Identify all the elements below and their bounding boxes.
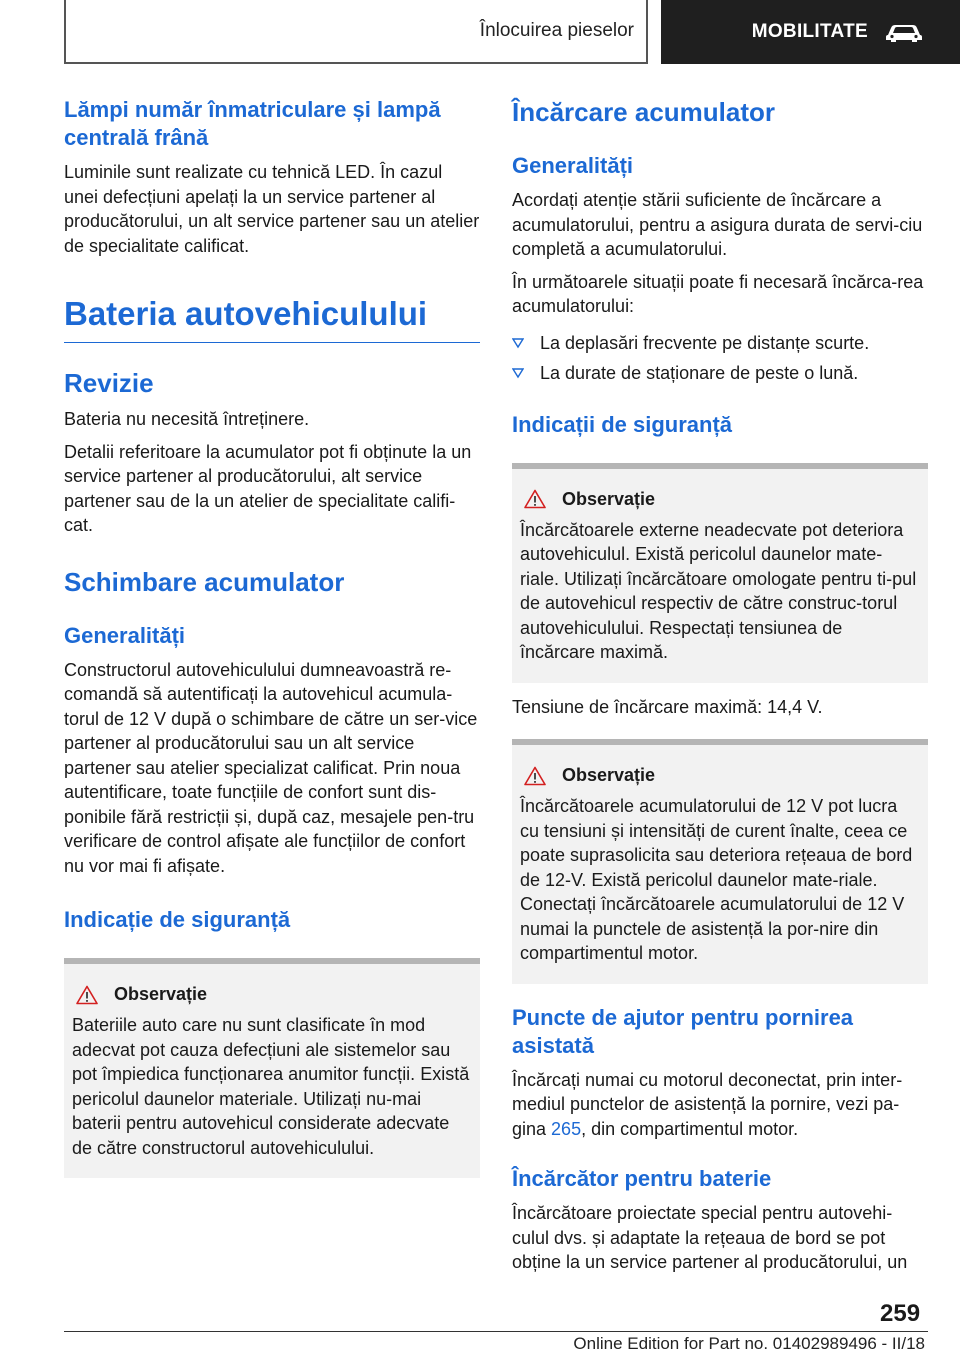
list-item (512, 331, 928, 355)
notice-title: Observație (562, 765, 656, 785)
notice-header (520, 489, 920, 510)
left-column (64, 96, 480, 1178)
header-chapter-title: MOBILITATE (751, 21, 868, 42)
header-chapter (661, 0, 960, 64)
notice-text: Încărcătoarele acumulatorului de 12 V pot lucra cu tensiuni și intensități de curent înalte, ceea ce poate suprasolicita sau deteriora rețeaua de bord de 12-V. Există pericolul daunelor mate-riale. Conectați încărcătoarele acumulatorului de 12 V numai la punctele de asistență la por-nire din compartimentul motor. (520, 796, 913, 963)
notice-header (72, 984, 472, 1005)
triangle-bullet-icon (512, 337, 524, 349)
header-section-title: Înlocuirea pieselor (479, 20, 634, 41)
notice-header (520, 765, 920, 786)
header-section (64, 0, 648, 64)
list-item (512, 361, 928, 385)
siguranta-title-right: Indicații de siguranță (512, 411, 733, 437)
battery-title: Bateria autovehiculului (64, 294, 480, 343)
notice-text: Bateriile auto care nu sunt clasificate în mod adecvat pot cauza defecțiuni ale sistemelor sau pot împiedica funcționarea anumitor funcții. Există pericolul daunelor materiale. Utilizați nu-mai baterii pentru autovehicul considerate adecvate de către constructorul autovehiculului. (72, 1015, 470, 1158)
right-column (512, 96, 928, 1283)
notice-box-1 (512, 463, 928, 683)
siguranta-title-left: Indicație de siguranță (64, 907, 291, 932)
tensiune-text: Tensiune de încărcare maximă: 14,4 V. (512, 696, 823, 717)
revizie-text-2: Detalii referitoare la acumulator pot fi obținute la un service partener al producătorului, alt service partener sau de la un atelier de specialitate califi-cat. (64, 441, 472, 535)
notice-box (64, 958, 480, 1178)
list-item-text: La durate de staționare de peste o lună. (540, 362, 859, 383)
incarcare-title: Încărcare acumulator (512, 97, 776, 127)
generalitati-title-right: Generalități (512, 153, 634, 178)
notice-text: Încărcătoarele externe neadecvate pot deteriora autovehiculul. Există pericolul daunelor mate-riale. Utilizați încărcătoare omologate pentru ti-pul de autovehicul respectiv de către construc-torul autovehiculului. Respectați tensiunea de încărcare maximă. (520, 519, 917, 662)
schimbare-title: Schimbare acumulator (64, 566, 345, 597)
situations-list (512, 331, 928, 385)
car-icon (884, 21, 924, 43)
generalitati-text-left: Constructorul autovehiculului dumneavoastră re-comandă să autentificați la autovehicul acumula-torul de 12 V după o schimbare de către un ser-vice partener al producătorului sau un alt service partener sau atelier specializat calificat. Prin noua autentificare, toate funcțiile de confort sunt dis-ponibile fără restricții și, după caz, mesajele pen-tru verificare de control afișate ale funcțiilor de confort nu vor mai fi afișate. (64, 659, 478, 876)
incarcator-title: Încărcător pentru baterie (512, 1166, 772, 1191)
notice-title: Observație (562, 488, 656, 509)
triangle-bullet-icon (512, 367, 524, 379)
footer-edition: Online Edition for Part no. 01402989496 - II/18 (573, 1334, 925, 1353)
lamp-text: Luminile sunt realizate cu tehnică LED. În cazul unei defecțiuni apelați la un service partener al producătorului, un alt service partener sau un atelier de specialitate calificat. (64, 162, 480, 256)
generalitati-title-left: Generalități (64, 622, 186, 648)
notice-title: Observație (114, 984, 208, 1004)
warning-icon (76, 985, 98, 1005)
notice-box-2 (512, 739, 928, 984)
page-number: 259 (880, 1300, 921, 1327)
revizie-text-1: Bateria nu necesită întreținere. (64, 409, 310, 429)
puncte-title: Puncte de ajutor pentru pornirea asistată (512, 1004, 854, 1058)
incarcator-text: Încărcătoare proiectate special pentru autovehi-culul dvs. și adaptate la rețeaua de bord se pot obține la un service partener al producătorului, un (512, 1203, 908, 1272)
generalitati-text-right-1: Acordați atenție stării suficiente de încărcare a acumulatorului, pentru a asigura durata de servi-ciu completă a acumulatorului. (512, 190, 923, 259)
generalitati-text-right-2: În următoarele situații poate fi necesară încărca-rea acumulatorului: (512, 271, 924, 316)
puncte-text: Încărcați numai cu motorul deconectat, prin inter-mediul punctelor de asistență la pornire, vezi pa-gina 265, din compartimentul motor. (512, 1069, 903, 1139)
lamp-title: Lămpi număr înmatriculare și lampă centrală frână (64, 97, 441, 150)
list-item-text: La deplasări frecvente pe distanțe scurte. (540, 332, 870, 353)
warning-icon (524, 766, 546, 786)
footer-divider (64, 1331, 928, 1332)
warning-icon (524, 489, 546, 509)
revizie-title: Revizie (64, 368, 154, 398)
page-link[interactable]: 265 (551, 1118, 582, 1139)
